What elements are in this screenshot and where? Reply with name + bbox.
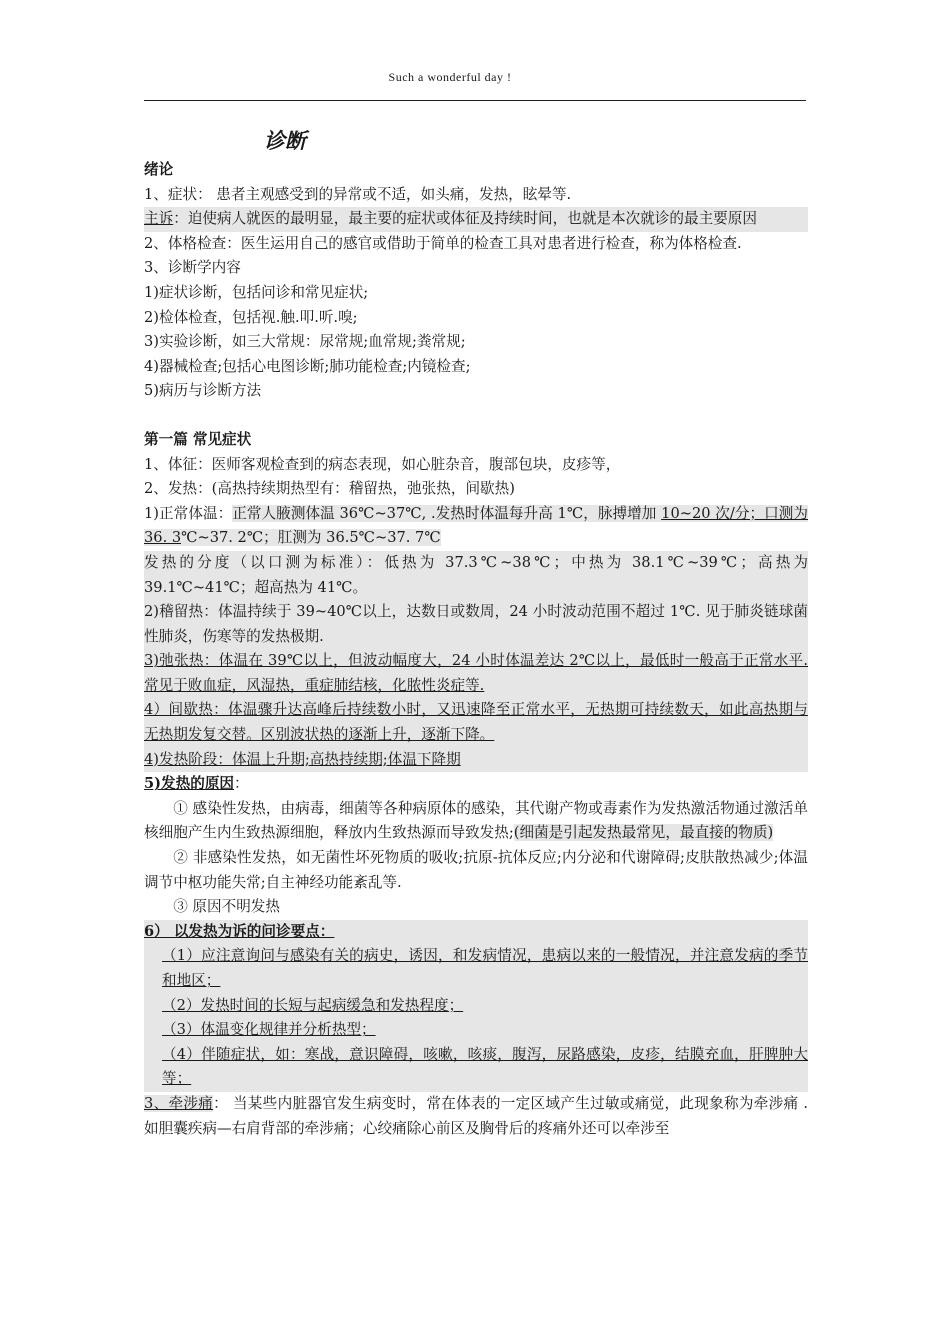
- inquiry-heading: 6） 以发热为诉的问诊要点：: [144, 920, 808, 945]
- relaxing-fever-paragraph: 3)弛张热：体温在 39℃以上，但波动幅度大，24 小时体温差达 2℃以上，最低时一般高于正常水平. 常见于败血症，风湿热，重症肺结核，化脓性炎症等.: [144, 649, 808, 698]
- document-body: [144, 118, 808, 1141]
- remittent-fever-label: 2)稽留热: [144, 603, 204, 621]
- sign-definition: 1、体征：医师客观检查到的病态表现，如心脏杂音，腹部包块，皮疹等，: [144, 455, 621, 473]
- cause-item: ② 非感染性发热，如无菌性坏死物质的吸收;抗原-抗体反应;内分泌和代谢障碍;皮肤散热减少;体温调节中枢功能失常;自主神经功能紊乱等.: [144, 849, 808, 891]
- fever-definition: 2、发热：(高热持续期热型有：稽留热，弛张热，间歇热): [144, 480, 515, 498]
- colon: ：: [234, 775, 249, 793]
- fever-causes-label: 5)发热的原因: [144, 775, 235, 793]
- section-heading-intro: 绪论: [144, 161, 174, 178]
- inquiry-item: （1）应注意询问与感染有关的病史，诱因，和发病情况，患病以来的一般情况，并注意发病的季节和地区；: [144, 944, 808, 993]
- normal-temperature-paragraph: [144, 502, 808, 551]
- cause-item: ③ 原因不明发热: [173, 898, 280, 916]
- inquiry-item: （4）伴随症状，如：寒战，意识障碍，咳嗽，咳痰，腹泻，尿路感染，皮疹，结膜充血，肝脾肿大等；: [144, 1043, 808, 1092]
- page-header: Such a wonderful day !: [388, 70, 512, 84]
- header-divider: [144, 100, 806, 101]
- list-item: 1)症状诊断，包括问诊和常见症状;: [144, 283, 369, 301]
- intermittent-fever-paragraph: 4）间歇热：体温骤升达高峰后持续数小时，又迅速降至正常水平，无热期可持续数天，如此高热期与无热期发复交替。区别波状热的逐渐上升，逐渐下降。: [144, 698, 808, 747]
- normal-temp-rectal: ℃~37. 2℃；肛测为 36.5℃~37. 7℃: [181, 529, 441, 547]
- fever-causes-heading: [144, 772, 808, 797]
- list-item: 3)实验诊断，如三大常规：尿常规;血常规;粪常规;: [144, 333, 466, 351]
- list-item: 2)检体检查，包括视.触.叩.听.嗅;: [144, 308, 358, 326]
- inquiry-item: （3）体温变化规律并分析热型；: [144, 1018, 808, 1043]
- physical-exam-definition: 2、体格检查：医生运用自己的感官或借助于简单的检查工具对患者进行检查，称为体格检查.: [144, 234, 742, 252]
- section-heading-part1: 第一篇 常见症状: [144, 430, 252, 448]
- document-title: 诊断: [264, 128, 306, 153]
- chief-complaint-label: 主诉: [144, 210, 174, 228]
- cause-item: [144, 797, 808, 846]
- chief-complaint-text: ：迫使病人就医的最明显，最主要的症状或体征及持续时间，也就是本次就诊的最主要原因: [173, 210, 757, 228]
- list-item: 5)病历与诊断方法: [144, 382, 262, 400]
- normal-temp-label: 1)正常体温：: [144, 504, 233, 522]
- fever-degree-paragraph: 发热的分度（以口测为标准）：低热为 37.3℃~38℃；中热为 38.1℃~39℃；高热为 39.1℃~41℃；超高热为 41℃。: [144, 551, 808, 600]
- remittent-fever-text: ：体温持续于 39~40℃以上，达数日或数周，24 小时波动范围不超过 1℃. 见于肺炎链球菌性肺炎，伤寒等的发热极期.: [144, 603, 808, 645]
- cause-infectious: ① 感染性发热，由病毒，细菌等各种病原体的感染，其代谢产物或毒素作为发热激活物通过激活单核细胞产生内生致热源细胞，释放内生致热源而导致发热;: [144, 799, 808, 842]
- cause-infectious-note: (细菌是引起发热最常见，最直接的物质): [513, 824, 774, 842]
- referred-pain-label: 3、牵涉痛: [144, 1094, 214, 1112]
- list-item: 4)器械检查;包括心电图诊断;肺功能检查;内镜检查;: [144, 357, 471, 375]
- inquiry-item: （2）发热时间的长短与起病缓急和发热程度；: [144, 994, 808, 1019]
- chief-complaint-paragraph: [144, 207, 808, 232]
- normal-temp-text: 正常人腋测体温 36℃~37℃, .发热时体温每升高 1℃，脉搏增加: [232, 504, 662, 522]
- spacer: [144, 404, 808, 428]
- remittent-fever-paragraph: [144, 600, 808, 649]
- normal-temp-oral: 10~20 次/分；口测为 36. 3: [144, 504, 808, 547]
- referred-pain-text: ： 当某些内脏器官发生病变时，常在体表的一定区域产生过敏或痛觉，此现象称为牵涉痛 . 如胆囊疾病—右肩背部的牵涉痛；心绞痛除心前区及胸骨后的疼痛外还可以牵涉至: [144, 1094, 808, 1137]
- fever-stages-paragraph: 4)发热阶段：体温上升期;高热持续期;体温下降期: [144, 748, 808, 773]
- symptom-definition: 1、症状： 患者主观感受到的异常或不适，如头痛，发热，眩晕等.: [144, 185, 572, 203]
- referred-pain-paragraph: [144, 1092, 808, 1141]
- content-heading: 3、诊断学内容: [144, 259, 241, 277]
